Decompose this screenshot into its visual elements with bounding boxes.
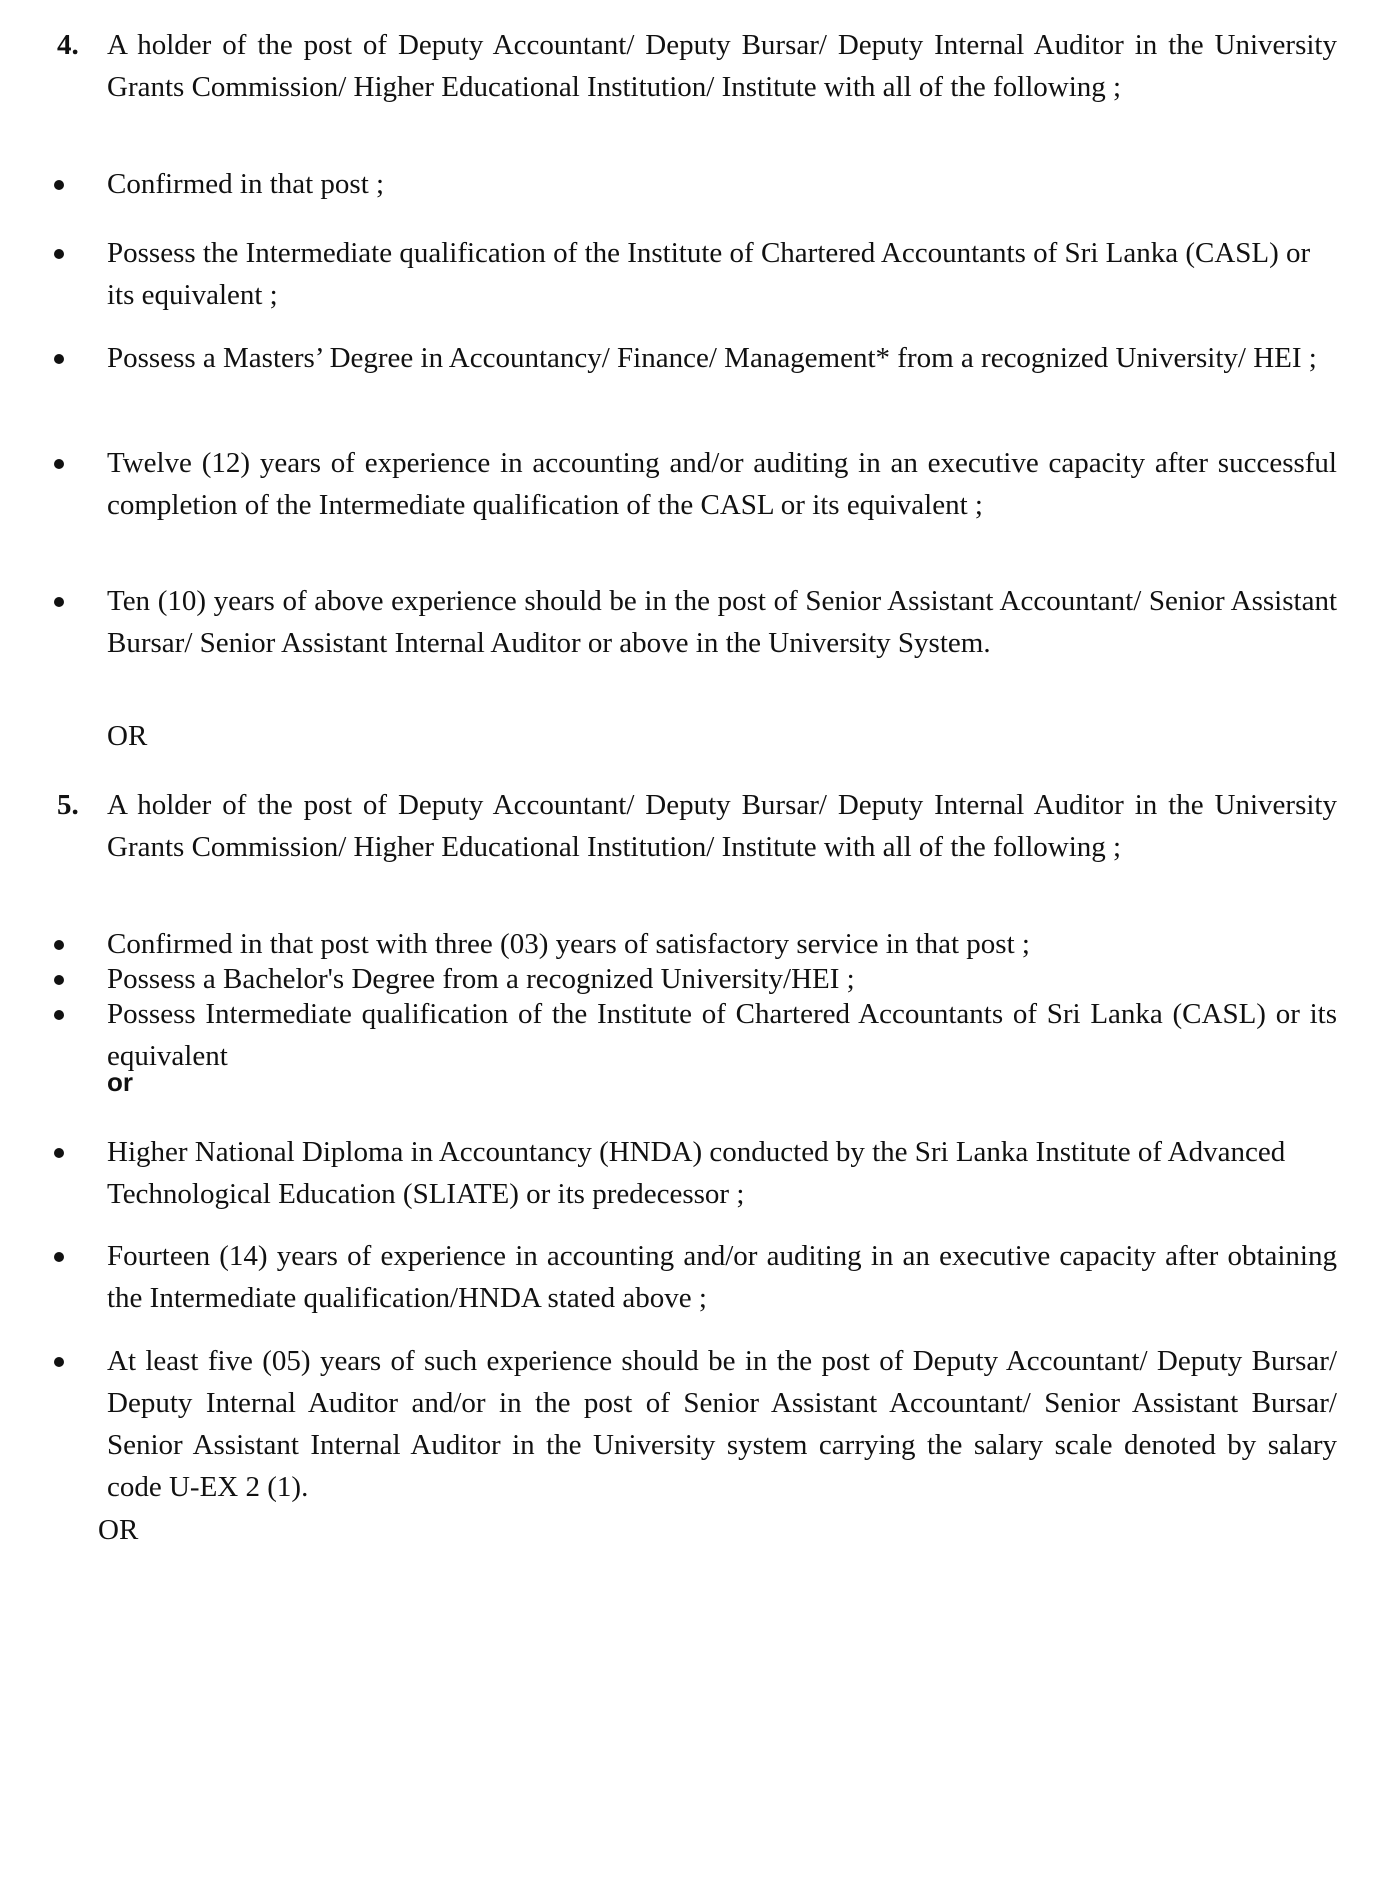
bullet-icon <box>54 354 64 364</box>
bullet-icon <box>54 459 64 469</box>
inline-or: or <box>107 1067 133 1097</box>
bullet-icon <box>54 1252 64 1262</box>
or-separator: OR <box>107 720 148 752</box>
list-item: Ten (10) years of above experience should be in the post of Senior Assistant Accountant/ Senior Assistant Bursar/ Senior Assistant Internal Auditor or above in the University System. <box>107 585 1337 659</box>
list-item: Confirmed in that post with three (03) years of satisfactory service in that post ; <box>107 928 1030 960</box>
list-item: Confirmed in that post ; <box>107 168 385 200</box>
bullet-icon <box>54 1010 64 1020</box>
section-intro: A holder of the post of Deputy Accountant/ Deputy Bursar/ Deputy Internal Auditor in the University Grants Commission/ Higher Educational Institution/ Institute with all of the following ; <box>107 789 1337 863</box>
list-item: Higher National Diploma in Accountancy (HNDA) conducted by the Sri Lanka Institute of Advanced Technological Education (SLIATE) or its predecessor ; <box>107 1136 1286 1210</box>
list-item: Twelve (12) years of experience in accounting and/or auditing in an executive capacity after successful completion of the Intermediate qualification of the CASL or its equivalent ; <box>107 447 1337 521</box>
bullet-icon <box>54 940 64 950</box>
list-item: Possess a Bachelor's Degree from a recognized University/HEI ; <box>107 963 855 995</box>
bullet-icon <box>54 249 64 259</box>
section-number: 4. <box>57 29 79 61</box>
list-item: At least five (05) years of such experience should be in the post of Deputy Accountant/ Deputy Bursar/ Deputy Internal Auditor and/or in the post of Senior Assistant Accountant/ Senior Assistant Bursar/ Senior Assistant Internal Auditor in the University system carrying the salary scale denoted by salary code U-EX 2 (1). <box>107 1345 1337 1503</box>
list-item: Possess Intermediate qualification of the Institute of Chartered Accountants of Sri Lanka (CASL) or its equivalent <box>107 998 1337 1072</box>
list-item: Possess the Intermediate qualification of the Institute of Chartered Accountants of Sri Lanka (CASL) or its equivalent ; <box>107 237 1311 311</box>
list-item: Fourteen (14) years of experience in accounting and/or auditing in an executive capacity after obtaining the Intermediate qualification/HNDA stated above ; <box>107 1240 1337 1314</box>
section-intro: A holder of the post of Deputy Accountant/ Deputy Bursar/ Deputy Internal Auditor in the University Grants Commission/ Higher Educational Institution/ Institute with all of the following ; <box>107 29 1337 103</box>
bullet-icon <box>54 180 64 190</box>
or-separator: OR <box>98 1514 139 1546</box>
section-number: 5. <box>57 789 79 821</box>
bullet-icon <box>54 597 64 607</box>
bullet-icon <box>54 1357 64 1367</box>
list-item: Possess a Masters’ Degree in Accountancy/ Finance/ Management* from a recognized University/ HEI ; <box>107 342 1317 374</box>
bullet-icon <box>54 975 64 985</box>
bullet-icon <box>54 1148 64 1158</box>
